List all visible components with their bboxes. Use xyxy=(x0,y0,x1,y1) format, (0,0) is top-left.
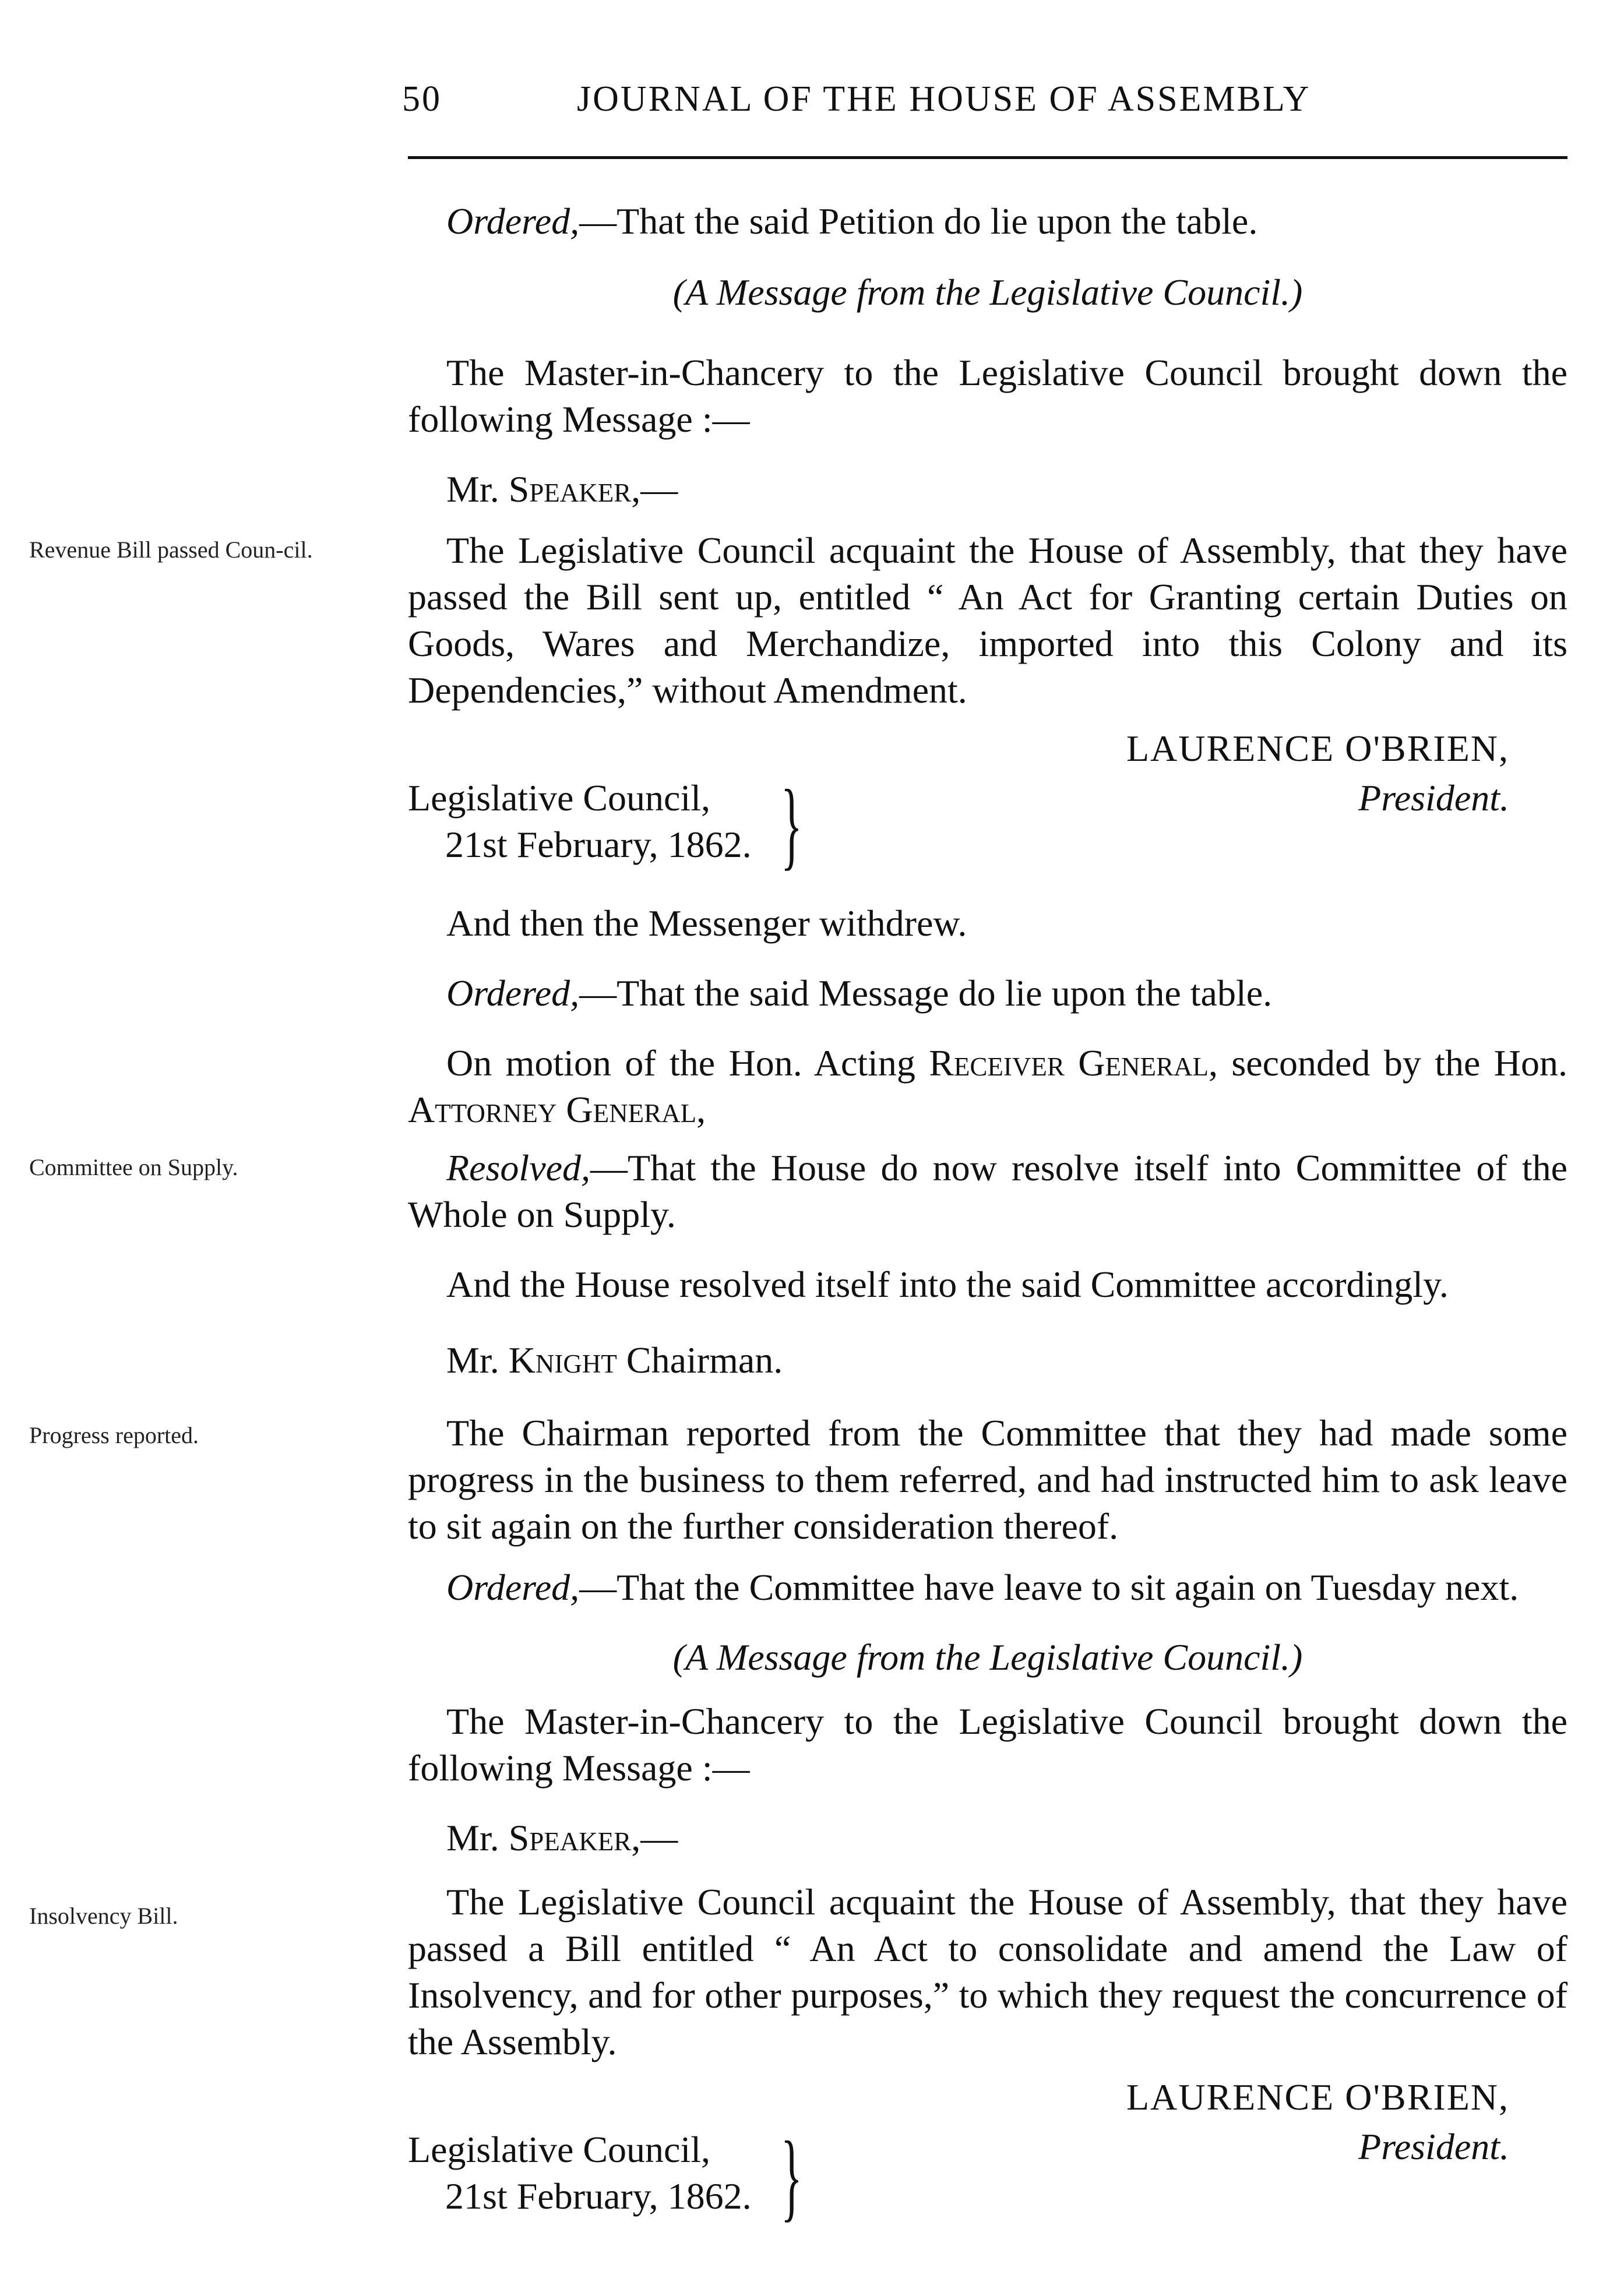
signature-title-2: President. xyxy=(1358,2126,1509,2167)
house-resolved-paragraph: And the House resolved itself into the said Committee accordingly. xyxy=(446,1264,1449,1305)
motion-paragraph: On motion of the Hon. Acting Receiver General, seconded by the Hon. Attorney General, xyxy=(408,1042,1568,1130)
revenue-bill-message: The Legislative Council acquaint the House of Assembly, that they have passed the Bill sent up, entitled “ An Act for Granting certain Duties on Goods, Wares and Merchandize, imported into this Colony and its Dependencies,” without Amendment. xyxy=(408,530,1567,711)
salutation-2: Mr. Speaker,— xyxy=(446,1817,678,1858)
resolved-paragraph: Resolved,—That the House do now resolve itself into Committee of the Whole on Supply. xyxy=(408,1147,1567,1235)
brace-glyph: } xyxy=(781,2121,802,2231)
ordered-committee-paragraph: Ordered,—That the Committee have leave to sit again on Tuesday next. xyxy=(446,1567,1519,1608)
ordered-lead: Ordered, xyxy=(446,200,580,242)
message-heading-1: (A Message from the Legislative Council.) xyxy=(672,271,1303,313)
page-number: 50 xyxy=(402,79,442,119)
ordered-petition-paragraph xyxy=(408,198,1567,245)
margin-note-insolvency-bill: Insolvency Bill. xyxy=(29,1903,178,1929)
margin-note-progress-reported: Progress reported. xyxy=(29,1422,199,1448)
place-line: Legislative Council, xyxy=(408,2129,710,2170)
header-rule xyxy=(408,156,1567,159)
place-date-block-1 xyxy=(408,770,932,879)
messenger-withdrew-paragraph: And then the Messenger withdrew. xyxy=(446,902,967,944)
chairman-report-paragraph: The Chairman reported from the Committee that they had made some progress in the business to them referred, and had instructed him to ask leave to sit again on the further consideration thereof. xyxy=(408,1412,1567,1547)
ordered-text: —That the said Petition do lie upon the table. xyxy=(579,200,1258,242)
signature-name-1: LAURENCE O'BRIEN, xyxy=(1126,728,1509,769)
master-in-chancery-paragraph-2: The Master-in-Chancery to the Legislative Council brought down the following Message :— xyxy=(408,1701,1567,1789)
brace-glyph: } xyxy=(781,770,802,879)
ordered-message-paragraph: Ordered,—That the said Message do lie upon the table. xyxy=(446,972,1273,1014)
date-line: 21st February, 1862. xyxy=(445,2175,752,2217)
date-line: 21st February, 1862. xyxy=(445,824,752,865)
running-title: JOURNAL OF THE HOUSE OF ASSEMBLY xyxy=(577,79,1311,119)
message-heading-2: (A Message from the Legislative Council.) xyxy=(672,1637,1303,1678)
signature-name-2: LAURENCE O'BRIEN, xyxy=(1126,2076,1509,2118)
insolvency-bill-message: The Legislative Council acquaint the House of Assembly, that they have passed a Bill entitled “ An Act to consolidate and amend the Law of Insolvency, and for other purposes,” to which they request the concurrence of the Assembly. xyxy=(408,1881,1567,2062)
margin-note-revenue-bill: Revenue Bill passed Coun-cil. xyxy=(29,537,313,563)
salutation-1: Mr. Speaker,— xyxy=(446,468,678,510)
place-line: Legislative Council, xyxy=(408,777,710,819)
chairman-paragraph: Mr. Knight Chairman. xyxy=(446,1339,783,1381)
place-date-block-2 xyxy=(408,2121,932,2231)
master-in-chancery-paragraph-1: The Master-in-Chancery to the Legislative Council brought down the following Message :— xyxy=(408,352,1567,440)
page-header xyxy=(402,64,1562,134)
signature-title-1: President. xyxy=(1358,777,1509,819)
margin-note-committee-supply: Committee on Supply. xyxy=(29,1154,238,1180)
